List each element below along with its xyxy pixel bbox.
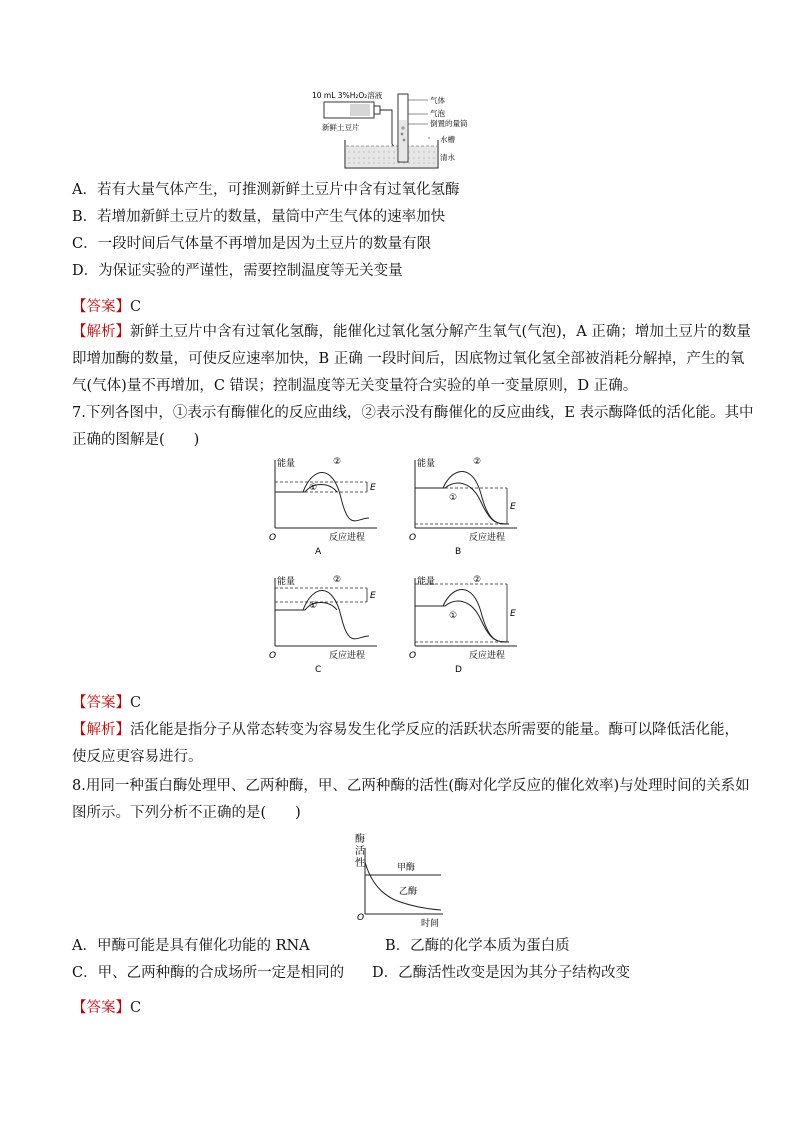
q7-graph-a-letter: A xyxy=(315,547,322,557)
q7-energy-graphs xyxy=(255,452,530,688)
q8-ylabel-3: 性 xyxy=(355,858,365,869)
q7-graph-b-letter: B xyxy=(455,547,462,557)
q7-stem-line-1: 7.下列各图中，①表示有酶催化的反应曲线，②表示没有酶催化的反应曲线，E 表示酶降低的活化能。其中 xyxy=(72,405,754,421)
q7-graph-d-ylabel: 能量 xyxy=(417,577,436,587)
q8-answer: 【答案】C xyxy=(72,1000,142,1016)
q7-graph-c-ylabel: 能量 xyxy=(277,577,296,587)
bottle-label: 10 mL 3%H₂O₂溶液 xyxy=(312,91,383,100)
q8-option-d: D．乙酶活性改变是因为其分子结构改变 xyxy=(372,965,631,981)
q8-series1-label: 甲酶 xyxy=(397,863,416,873)
q6-option-c: C．一段时间后气体量不再增加是因为土豆片的数量有限 xyxy=(72,236,432,252)
potato-label: 新鲜土豆片 xyxy=(322,123,360,132)
q7-graph-d-curve1 xyxy=(415,601,509,642)
q7-graph-a-curve2 xyxy=(275,472,369,520)
q7-graph-a-curve1-label: ① xyxy=(309,483,318,493)
q7-graph-c-curve2-label: ② xyxy=(333,575,342,585)
q7-stem-line-2: 正确的图解是( ) xyxy=(72,432,200,448)
q7-graph-a-e-label: E xyxy=(370,483,376,493)
q8-stem-line-1: 8.用同一种蛋白酶处理甲、乙两种酶，甲、乙两种酶的活性(酶对化学反应的催化效率)与处理时间的关系如 xyxy=(72,778,750,794)
apparatus-diagram xyxy=(310,88,490,170)
q8-stem-line-2: 图所示。下列分析不正确的是( ) xyxy=(72,805,301,821)
q8-series2-label: 乙酶 xyxy=(399,887,418,897)
q7-graph-d-e-label: E xyxy=(510,609,516,619)
q7-analysis-line-2: 使反应更容易进行。 xyxy=(72,749,203,765)
label-gas: 气体 xyxy=(430,96,445,105)
q6-analysis-line-3: 气(气体)量不再增加，C 错误；控制温度等无关变量符合实验的单一变量原则，D 正确。 xyxy=(72,378,638,394)
q8-xlabel: 时间 xyxy=(421,919,440,928)
q7-graph-c-curve2 xyxy=(275,590,369,638)
q8-ylabel-1: 酶 xyxy=(355,834,365,845)
label-cylinder: 倒置的量筒 xyxy=(430,119,468,128)
q7-answer: 【答案】C xyxy=(72,695,142,711)
q7-graph-d-origin: O xyxy=(409,651,417,661)
q7-graph-c-letter: C xyxy=(315,665,322,675)
q7-graph-b-curve2 xyxy=(415,471,509,524)
q7-graph-c-curve1-label: ① xyxy=(309,601,318,611)
label-bubble: 气泡 xyxy=(430,109,445,118)
q7-graph-b-xlabel: 反应进程 xyxy=(469,533,506,543)
q7-graph-d-curve2 xyxy=(415,589,509,642)
q7-graph-c-xlabel: 反应进程 xyxy=(329,651,366,661)
label-water: 清水 xyxy=(440,153,455,162)
q7-graph-d-curve2-label: ② xyxy=(473,575,482,585)
q7-graph-d-letter: D xyxy=(455,665,462,675)
q7-graph-d-curve1-label: ① xyxy=(449,611,458,621)
q7-graph-b-curve1 xyxy=(415,483,509,524)
q8-option-a: A．甲酶可能是具有催化功能的 RNA xyxy=(72,938,310,954)
q6-option-a: A．若有大量气体产生，可推测新鲜土豆片中含有过氧化氢酶 xyxy=(72,182,460,198)
q8-option-c: C．甲、乙两种酶的合成场所一定是相同的 xyxy=(72,965,345,981)
q7-analysis-line-1: 【解析】活化能是指分子从常态转变为容易发生化学反应的活跃状态所需要的能量。酶可以降低活化能， xyxy=(72,722,739,738)
q7-graph-a-origin: O xyxy=(269,533,277,543)
q7-graph-b-ylabel: 能量 xyxy=(417,459,436,469)
q7-graph-b-curve1-label: ① xyxy=(449,493,458,503)
q6-option-b: B．若增加新鲜土豆片的数量，量筒中产生气体的速率加快 xyxy=(72,209,446,225)
q7-graph-b-curve2-label: ② xyxy=(473,457,482,467)
q7-graph-a-curve2-label: ② xyxy=(333,457,342,467)
q8-ylabel-2: 活 xyxy=(355,846,365,857)
q8-activity-graph xyxy=(335,828,450,928)
q6-analysis-line-1: 【解析】新鲜土豆片中含有过氧化氢酶，能催化过氧化氢分解产生氧气(气泡)，A 正确；增加土豆片的数量 xyxy=(72,324,751,340)
q7-graph-a-ylabel: 能量 xyxy=(277,459,296,469)
q7-graph-c-e-label: E xyxy=(370,591,376,601)
q7-graph-c-origin: O xyxy=(269,651,277,661)
q8-option-b: B．乙酶的化学本质为蛋白质 xyxy=(385,938,570,954)
q7-graph-a-xlabel: 反应进程 xyxy=(329,533,366,543)
q8-origin: O xyxy=(357,913,365,923)
q7-graph-d-xlabel: 反应进程 xyxy=(469,651,506,661)
q7-graph-b-origin: O xyxy=(409,533,417,543)
q7-graph-b-e-label: E xyxy=(510,502,516,512)
q6-option-d: D．为保证实验的严谨性，需要控制温度等无关变量 xyxy=(72,263,403,279)
q6-answer: 【答案】C xyxy=(72,299,142,315)
q6-analysis-line-2: 即增加酶的数量，可使反应速率加快，B 正确 一段时间后，因底物过氧化氢全部被消耗分解掉，产生的氧 xyxy=(72,351,745,367)
label-trough: 水槽 xyxy=(440,135,455,144)
